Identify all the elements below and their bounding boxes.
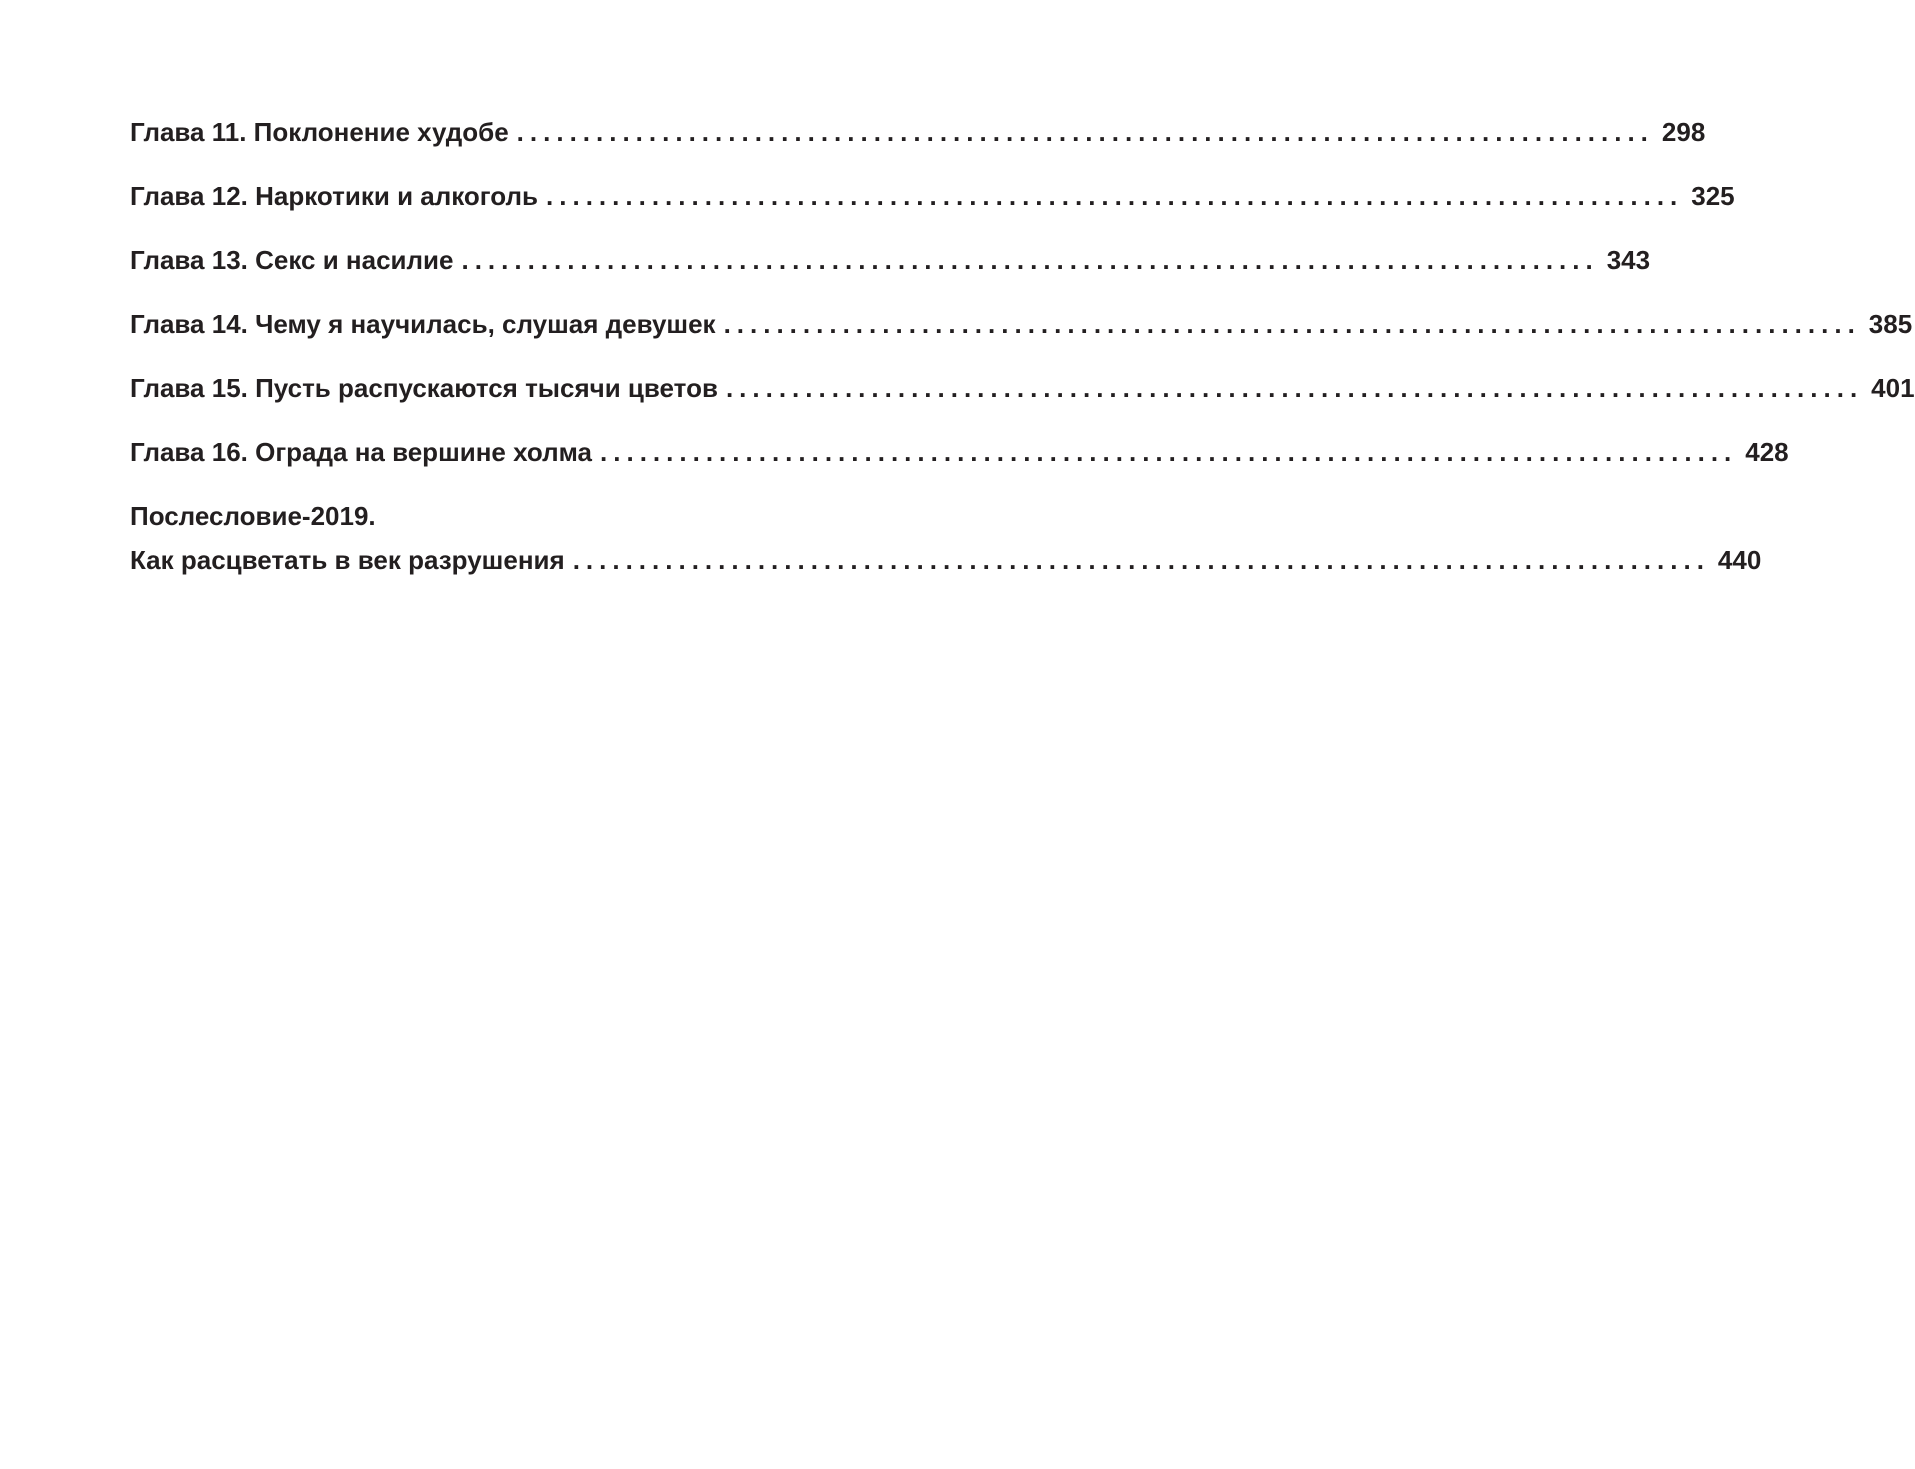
toc-entry-page: 298 (1661, 117, 1706, 147)
toc-entry-page: 343 (1606, 245, 1651, 275)
dot-leader: ...................................................................................... (516, 117, 1654, 147)
toc-entry-chapter-14[interactable] (130, 304, 1913, 344)
dot-leader: ...................................................................................... (600, 437, 1738, 467)
toc-entry-chapter-11[interactable] (130, 112, 1706, 152)
toc-entry-chapter-13[interactable] (130, 240, 1651, 280)
toc-entry-title: Глава 15. Пусть распускаются тысячи цветов (130, 373, 718, 403)
toc-entry-chapter-16[interactable] (130, 432, 1789, 472)
dot-leader: ...................................................................................... (546, 181, 1684, 211)
toc-entry-page: 428 (1745, 437, 1789, 467)
afterword-heading: Послесловие-2019. (130, 501, 376, 531)
toc-entry-afterword[interactable] (130, 496, 1762, 580)
toc-entry-title: Глава 11. Поклонение худобе (130, 117, 509, 147)
toc-entry-title: Глава 12. Наркотики и алкоголь (130, 181, 539, 211)
afterword-subtitle-row (130, 540, 1762, 580)
toc-entry-page: 440 (1717, 545, 1762, 575)
toc-entry-title: Глава 13. Секс и насилие (130, 245, 454, 275)
toc-entry-title: Глава 16. Ограда на вершине холма (130, 437, 593, 467)
toc-entry-page: 401 (1871, 373, 1915, 403)
dot-leader: ...................................................................................... (461, 245, 1599, 275)
toc-entry-title: Глава 14. Чему я научилась, слушая девушек (130, 309, 716, 339)
toc-entry-chapter-12[interactable] (130, 176, 1735, 216)
dot-leader: ...................................................................................... (723, 309, 1861, 339)
toc-entry-page: 325 (1691, 181, 1735, 211)
dot-leader: ...................................................................................... (572, 545, 1710, 575)
dot-leader: ...................................................................................... (725, 373, 1864, 403)
table-of-contents (130, 112, 1915, 580)
toc-entry-title: Как расцветать в век разрушения (130, 545, 565, 575)
toc-entry-chapter-15[interactable] (130, 368, 1915, 408)
toc-entry-page: 385 (1868, 309, 1913, 339)
